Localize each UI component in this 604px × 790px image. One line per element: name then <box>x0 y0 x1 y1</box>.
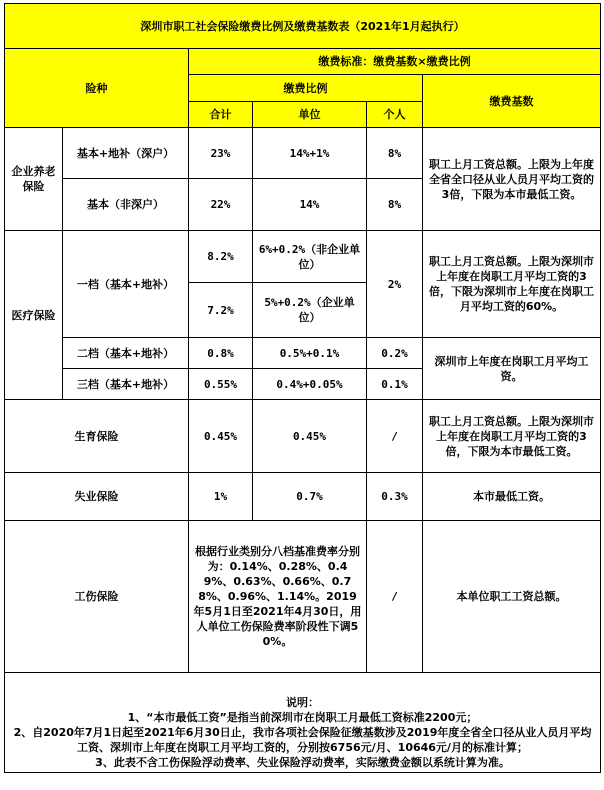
medical-tier1-employer-a: 6%+0.2%（非企业单位） <box>253 231 367 283</box>
pension-total-1: 23% <box>189 128 253 179</box>
injury-base: 本单位职工工资总额。 <box>423 521 601 673</box>
header-ratio: 缴费比例 <box>189 75 423 102</box>
pension-employer-2: 14% <box>253 179 367 231</box>
injury-ratio: 根据行业类别分八档基准费率分别为：0.14%、0.28%、0.49%、0.63%、0.66%、0.78%、0.96%、1.14%。2019年5月1日至2021年4月30日，用人单位工伤保险费率阶段性下调50%。 <box>189 521 367 673</box>
injury-label: 工伤保险 <box>5 521 189 673</box>
maternity-total: 0.45% <box>189 400 253 473</box>
medical-label: 医疗保险 <box>5 231 63 400</box>
unemployment-base: 本市最低工资。 <box>423 473 601 521</box>
pension-label: 企业养老保险 <box>5 128 63 231</box>
unemployment-label: 失业保险 <box>5 473 189 521</box>
medical-tier3-employer: 0.4%+0.05% <box>253 369 367 400</box>
header-employer: 单位 <box>253 102 367 128</box>
medical-tier3-total: 0.55% <box>189 369 253 400</box>
pension-base: 职工上月工资总额。上限为上年度全省全口径从业人员月平均工资的3倍，下限为本市最低工资。 <box>423 128 601 231</box>
header-standard: 缴费标准：缴费基数×缴费比例 <box>189 49 601 75</box>
pension-individual-1: 8% <box>367 128 423 179</box>
medical-tier3-individual: 0.1% <box>367 369 423 400</box>
medical-tier3-sub: 三档（基本+地补） <box>63 369 189 400</box>
maternity-employer: 0.45% <box>253 400 367 473</box>
note-item-3: 3、此表不含工伤保险浮动费率、失业保险浮动费率，实际缴费金额以系统计算为准。 <box>95 756 510 769</box>
table-title: 深圳市职工社会保险缴费比例及缴费基数表（2021年1月起执行） <box>5 4 601 49</box>
header-insurance-type: 险种 <box>5 49 189 128</box>
maternity-label: 生育保险 <box>5 400 189 473</box>
header-base: 缴费基数 <box>423 75 601 128</box>
notes-heading: 说明： <box>286 696 319 709</box>
unemployment-individual: 0.3% <box>367 473 423 521</box>
pension-sub-1: 基本+地补（深户） <box>63 128 189 179</box>
medical-tier2-sub: 二档（基本+地补） <box>63 338 189 369</box>
medical-tier1-sub: 一档（基本+地补） <box>63 231 189 338</box>
notes-section <box>5 673 601 773</box>
medical-tier23-base: 深圳市上年度在岗职工月平均工资。 <box>423 338 601 400</box>
pension-sub-2: 基本（非深户） <box>63 179 189 231</box>
medical-tier2-total: 0.8% <box>189 338 253 369</box>
note-item-1: 1、“本市最低工资”是指当前深圳市在岗职工月最低工资标准2200元； <box>127 711 478 724</box>
unemployment-employer: 0.7% <box>253 473 367 521</box>
medical-tier1-total-b: 7.2% <box>189 283 253 338</box>
pension-employer-1: 14%+1% <box>253 128 367 179</box>
note-item-2: 2、自2020年7月1日起至2021年6月30日止，我市各项社会保险征缴基数涉及2019年度全省全口径从业人员月平均工资、深圳市上年度在岗职工月平均工资的，分别按6756元/月、10646元/月的标准计算； <box>13 726 592 754</box>
medical-tier1-employer-b: 5%+0.2%（企业单位） <box>253 283 367 338</box>
medical-tier1-individual: 2% <box>367 231 423 338</box>
maternity-base: 职工上月工资总额。上限为深圳市上年度在岗职工月平均工资的3倍，下限为本市最低工资。 <box>423 400 601 473</box>
unemployment-total: 1% <box>189 473 253 521</box>
injury-individual: / <box>367 521 423 673</box>
medical-tier2-employer: 0.5%+0.1% <box>253 338 367 369</box>
maternity-individual: / <box>367 400 423 473</box>
insurance-table <box>4 3 601 773</box>
medical-tier1-total-a: 8.2% <box>189 231 253 283</box>
medical-tier1-base: 职工上月工资总额。上限为深圳市上年度在岗职工月平均工资的3倍，下限为深圳市上年度在岗职工月平均工资的60%。 <box>423 231 601 338</box>
medical-tier2-individual: 0.2% <box>367 338 423 369</box>
pension-individual-2: 8% <box>367 179 423 231</box>
header-total: 合计 <box>189 102 253 128</box>
header-individual: 个人 <box>367 102 423 128</box>
pension-total-2: 22% <box>189 179 253 231</box>
